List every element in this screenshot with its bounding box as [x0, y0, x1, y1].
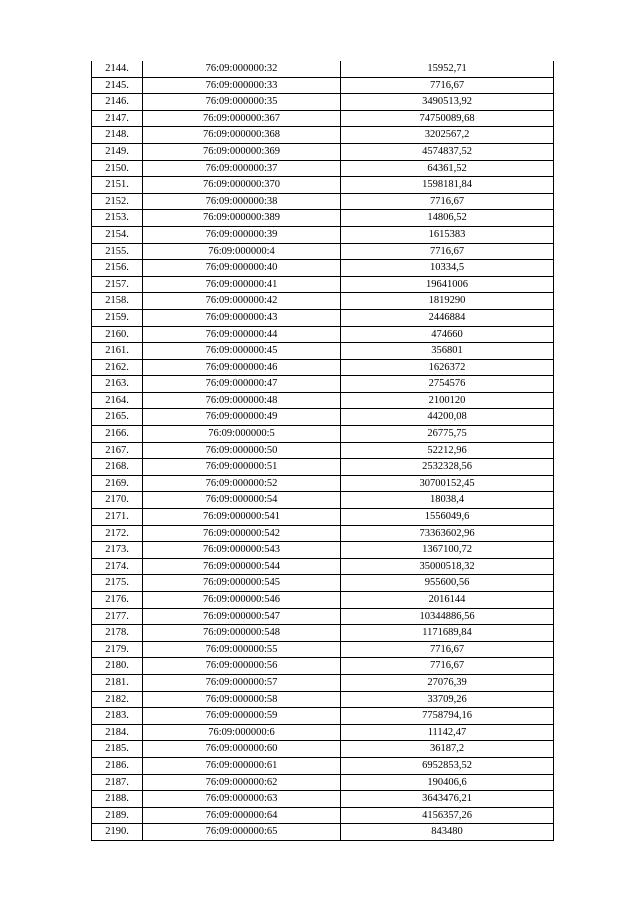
cadastral-value-cell: 3202567,2 — [341, 127, 554, 144]
cadastral-number-cell: 76:09:000000:370 — [143, 177, 341, 194]
cadastral-number-cell: 76:09:000000:6 — [143, 724, 341, 741]
cadastral-number-cell: 76:09:000000:60 — [143, 741, 341, 758]
table-row — [92, 824, 554, 841]
row-number-cell: 2180. — [92, 658, 143, 675]
cadastral-number-cell: 76:09:000000:548 — [143, 625, 341, 642]
row-number-cell: 2164. — [92, 392, 143, 409]
cadastral-number-cell: 76:09:000000:543 — [143, 542, 341, 559]
table-row — [92, 409, 554, 426]
cadastral-number-cell: 76:09:000000:62 — [143, 774, 341, 791]
cadastral-value-cell: 7758794,16 — [341, 708, 554, 725]
cadastral-value-cell: 7716,67 — [341, 641, 554, 658]
cadastral-value-cell: 11142,47 — [341, 724, 554, 741]
cadastral-number-cell: 76:09:000000:58 — [143, 691, 341, 708]
row-number-cell: 2186. — [92, 757, 143, 774]
table-row — [92, 807, 554, 824]
table-row — [92, 459, 554, 476]
cadastral-value-cell: 843480 — [341, 824, 554, 841]
cadastral-value-cell: 2532328,56 — [341, 459, 554, 476]
table-row — [92, 359, 554, 376]
cadastral-number-cell: 76:09:000000:44 — [143, 326, 341, 343]
table-row — [92, 77, 554, 94]
cadastral-number-cell: 76:09:000000:65 — [143, 824, 341, 841]
cadastral-value-cell: 1556049,6 — [341, 509, 554, 526]
table-row — [92, 94, 554, 111]
table-body — [92, 61, 554, 840]
table-row — [92, 674, 554, 691]
cadastral-number-cell: 76:09:000000:389 — [143, 210, 341, 227]
cadastral-value-cell: 2100120 — [341, 392, 554, 409]
cadastral-number-cell: 76:09:000000:4 — [143, 243, 341, 260]
cadastral-number-cell: 76:09:000000:63 — [143, 791, 341, 808]
cadastral-value-cell: 1171689,84 — [341, 625, 554, 642]
row-number-cell: 2179. — [92, 641, 143, 658]
cadastral-value-cell: 1598181,84 — [341, 177, 554, 194]
row-number-cell: 2176. — [92, 592, 143, 609]
table-row — [92, 343, 554, 360]
row-number-cell: 2157. — [92, 276, 143, 293]
row-number-cell: 2145. — [92, 77, 143, 94]
cadastral-number-cell: 76:09:000000:38 — [143, 193, 341, 210]
table-row — [92, 774, 554, 791]
cadastral-number-cell: 76:09:000000:40 — [143, 260, 341, 277]
cadastral-value-cell: 474660 — [341, 326, 554, 343]
table-row — [92, 509, 554, 526]
row-number-cell: 2170. — [92, 492, 143, 509]
table-row — [92, 160, 554, 177]
cadastral-value-cell: 2754576 — [341, 376, 554, 393]
row-number-cell: 2167. — [92, 442, 143, 459]
table-row — [92, 625, 554, 642]
table-row — [92, 293, 554, 310]
row-number-cell: 2178. — [92, 625, 143, 642]
cadastral-number-cell: 76:09:000000:41 — [143, 276, 341, 293]
table-row — [92, 641, 554, 658]
cadastral-number-cell: 76:09:000000:42 — [143, 293, 341, 310]
table-row — [92, 226, 554, 243]
cadastral-value-cell: 7716,67 — [341, 243, 554, 260]
row-number-cell: 2182. — [92, 691, 143, 708]
cadastral-value-cell: 33709,26 — [341, 691, 554, 708]
cadastral-value-cell: 7716,67 — [341, 77, 554, 94]
table-row — [92, 658, 554, 675]
row-number-cell: 2189. — [92, 807, 143, 824]
row-number-cell: 2190. — [92, 824, 143, 841]
row-number-cell: 2146. — [92, 94, 143, 111]
table-row — [92, 392, 554, 409]
cadastral-value-cell: 190406,6 — [341, 774, 554, 791]
row-number-cell: 2188. — [92, 791, 143, 808]
row-number-cell: 2183. — [92, 708, 143, 725]
table-row — [92, 426, 554, 443]
cadastral-number-cell: 76:09:000000:32 — [143, 61, 341, 77]
cadastral-number-cell: 76:09:000000:35 — [143, 94, 341, 111]
cadastral-value-cell: 27076,39 — [341, 674, 554, 691]
cadastral-value-cell: 6952853,52 — [341, 757, 554, 774]
table-row — [92, 475, 554, 492]
cadastral-number-cell: 76:09:000000:39 — [143, 226, 341, 243]
cadastral-number-cell: 76:09:000000:51 — [143, 459, 341, 476]
cadastral-number-cell: 76:09:000000:59 — [143, 708, 341, 725]
cadastral-value-cell: 18038,4 — [341, 492, 554, 509]
cadastral-value-cell: 356801 — [341, 343, 554, 360]
table-row — [92, 110, 554, 127]
table-row — [92, 492, 554, 509]
cadastral-value-cell: 2016144 — [341, 592, 554, 609]
cadastral-number-cell: 76:09:000000:367 — [143, 110, 341, 127]
cadastral-value-cell: 1626372 — [341, 359, 554, 376]
table-row — [92, 757, 554, 774]
cadastral-value-cell: 3643476,21 — [341, 791, 554, 808]
row-number-cell: 2172. — [92, 525, 143, 542]
cadastral-number-cell: 76:09:000000:547 — [143, 608, 341, 625]
row-number-cell: 2163. — [92, 376, 143, 393]
cadastral-value-cell: 74750089,68 — [341, 110, 554, 127]
cadastral-value-cell: 10334,5 — [341, 260, 554, 277]
cadastral-number-cell: 76:09:000000:57 — [143, 674, 341, 691]
cadastral-value-cell: 10344886,56 — [341, 608, 554, 625]
row-number-cell: 2155. — [92, 243, 143, 260]
table-row — [92, 442, 554, 459]
table-row — [92, 177, 554, 194]
cadastral-number-cell: 76:09:000000:37 — [143, 160, 341, 177]
table-row — [92, 143, 554, 160]
row-number-cell: 2161. — [92, 343, 143, 360]
cadastral-number-cell: 76:09:000000:49 — [143, 409, 341, 426]
cadastral-number-cell: 76:09:000000:55 — [143, 641, 341, 658]
cadastral-value-cell: 7716,67 — [341, 193, 554, 210]
cadastral-value-cell: 3490513,92 — [341, 94, 554, 111]
row-number-cell: 2185. — [92, 741, 143, 758]
row-number-cell: 2147. — [92, 110, 143, 127]
cadastral-value-cell: 15952,71 — [341, 61, 554, 77]
cadastral-number-cell: 76:09:000000:546 — [143, 592, 341, 609]
table-row — [92, 592, 554, 609]
table-row — [92, 326, 554, 343]
cadastral-value-cell: 35000518,32 — [341, 558, 554, 575]
row-number-cell: 2168. — [92, 459, 143, 476]
cadastral-value-cell: 44200,08 — [341, 409, 554, 426]
cadastral-number-cell: 76:09:000000:64 — [143, 807, 341, 824]
cadastral-value-cell: 7716,67 — [341, 658, 554, 675]
cadastral-value-cell: 52212,96 — [341, 442, 554, 459]
cadastral-value-cell: 955600,56 — [341, 575, 554, 592]
cadastral-value-cell: 1819290 — [341, 293, 554, 310]
table-row — [92, 376, 554, 393]
row-number-cell: 2174. — [92, 558, 143, 575]
cadastral-value-cell: 36187,2 — [341, 741, 554, 758]
cadastral-number-cell: 76:09:000000:56 — [143, 658, 341, 675]
cadastral-number-cell: 76:09:000000:368 — [143, 127, 341, 144]
cadastral-number-cell: 76:09:000000:54 — [143, 492, 341, 509]
row-number-cell: 2150. — [92, 160, 143, 177]
row-number-cell: 2154. — [92, 226, 143, 243]
cadastral-number-cell: 76:09:000000:541 — [143, 509, 341, 526]
cadastral-number-cell: 76:09:000000:545 — [143, 575, 341, 592]
cadastral-number-cell: 76:09:000000:48 — [143, 392, 341, 409]
row-number-cell: 2184. — [92, 724, 143, 741]
row-number-cell: 2158. — [92, 293, 143, 310]
row-number-cell: 2148. — [92, 127, 143, 144]
row-number-cell: 2175. — [92, 575, 143, 592]
table-row — [92, 525, 554, 542]
cadastral-value-cell: 64361,52 — [341, 160, 554, 177]
table-row — [92, 61, 554, 77]
cadastral-number-cell: 76:09:000000:33 — [143, 77, 341, 94]
cadastral-value-cell: 19641006 — [341, 276, 554, 293]
row-number-cell: 2177. — [92, 608, 143, 625]
cadastral-number-cell: 76:09:000000:47 — [143, 376, 341, 393]
cadastral-number-cell: 76:09:000000:61 — [143, 757, 341, 774]
row-number-cell: 2187. — [92, 774, 143, 791]
row-number-cell: 2169. — [92, 475, 143, 492]
row-number-cell: 2149. — [92, 143, 143, 160]
row-number-cell: 2153. — [92, 210, 143, 227]
table-row — [92, 724, 554, 741]
cadastral-number-cell: 76:09:000000:46 — [143, 359, 341, 376]
row-number-cell: 2166. — [92, 426, 143, 443]
table-row — [92, 127, 554, 144]
table-row — [92, 791, 554, 808]
row-number-cell: 2159. — [92, 309, 143, 326]
table-row — [92, 691, 554, 708]
table-row — [92, 243, 554, 260]
cadastral-number-cell: 76:09:000000:542 — [143, 525, 341, 542]
cadastral-number-cell: 76:09:000000:5 — [143, 426, 341, 443]
table-row — [92, 708, 554, 725]
cadastral-value-cell: 14806,52 — [341, 210, 554, 227]
row-number-cell: 2181. — [92, 674, 143, 691]
row-number-cell: 2171. — [92, 509, 143, 526]
row-number-cell: 2144. — [92, 61, 143, 77]
cadastral-number-cell: 76:09:000000:52 — [143, 475, 341, 492]
row-number-cell: 2156. — [92, 260, 143, 277]
table-row — [92, 193, 554, 210]
cadastral-value-table — [91, 61, 554, 841]
table-row — [92, 558, 554, 575]
row-number-cell: 2151. — [92, 177, 143, 194]
table-row — [92, 309, 554, 326]
cadastral-value-cell: 4574837,52 — [341, 143, 554, 160]
cadastral-value-cell: 4156357,26 — [341, 807, 554, 824]
row-number-cell: 2152. — [92, 193, 143, 210]
cadastral-value-cell: 26775,75 — [341, 426, 554, 443]
cadastral-number-cell: 76:09:000000:50 — [143, 442, 341, 459]
cadastral-number-cell: 76:09:000000:544 — [143, 558, 341, 575]
cadastral-value-cell: 30700152,45 — [341, 475, 554, 492]
cadastral-number-cell: 76:09:000000:43 — [143, 309, 341, 326]
cadastral-value-cell: 1615383 — [341, 226, 554, 243]
row-number-cell: 2165. — [92, 409, 143, 426]
cadastral-number-cell: 76:09:000000:45 — [143, 343, 341, 360]
table-row — [92, 276, 554, 293]
row-number-cell: 2160. — [92, 326, 143, 343]
row-number-cell: 2173. — [92, 542, 143, 559]
table-row — [92, 741, 554, 758]
cadastral-value-cell: 1367100,72 — [341, 542, 554, 559]
table-row — [92, 210, 554, 227]
table-row — [92, 260, 554, 277]
table-row — [92, 542, 554, 559]
row-number-cell: 2162. — [92, 359, 143, 376]
table-row — [92, 575, 554, 592]
cadastral-value-cell: 73363602,96 — [341, 525, 554, 542]
table-row — [92, 608, 554, 625]
cadastral-value-cell: 2446884 — [341, 309, 554, 326]
cadastral-number-cell: 76:09:000000:369 — [143, 143, 341, 160]
